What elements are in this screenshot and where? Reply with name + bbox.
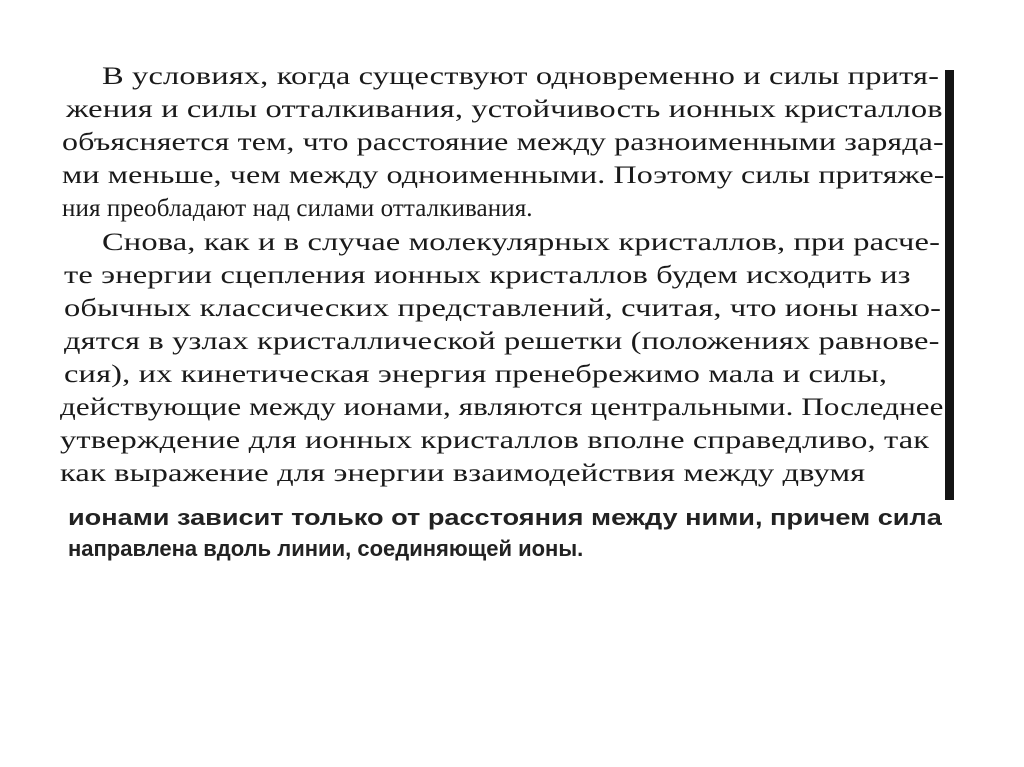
text-line: дятся в узлах кристаллической решетки (положениях равнове- bbox=[64, 328, 940, 355]
text-line: объясняется тем, что расстояние между разноименными заряда- bbox=[62, 129, 944, 156]
text-line: ионами зависит только от расстояния между ними, причем сила bbox=[68, 505, 942, 530]
text-line: жения и силы отталкивания, устойчивость ионных кристаллов bbox=[66, 96, 943, 123]
text-line: сия), их кинетическая энергия пренебрежимо мала и силы, bbox=[64, 361, 888, 388]
text-line: В условиях, когда существуют одновременно и силы притя- bbox=[102, 63, 940, 90]
text-line: ми меньше, чем между одноименными. Поэтому силы притяже- bbox=[62, 162, 945, 189]
text-line: Снова, как и в случае молекулярных кристаллов, при расче- bbox=[102, 229, 941, 256]
text-line: обычных классических представлений, считая, что ионы нахо- bbox=[64, 295, 942, 322]
continuation-text-block bbox=[68, 503, 948, 569]
text-line: как выражение для энергии взаимодействия между двумя bbox=[60, 460, 866, 487]
text-line: те энергии сцепления ионных кристаллов будем исходить из bbox=[64, 262, 911, 289]
text-line: действующие между ионами, являются центральными. Последнее bbox=[60, 394, 944, 421]
text-line: ния преобладают над силами отталкивания. bbox=[62, 195, 533, 222]
scanned-text-block bbox=[58, 62, 946, 494]
text-line: направлена вдоль линии, соединяющей ионы. bbox=[68, 536, 584, 561]
scan-edge-shadow bbox=[945, 70, 954, 500]
text-line: утверждение для ионных кристаллов вполне справедливо, так bbox=[60, 427, 930, 454]
